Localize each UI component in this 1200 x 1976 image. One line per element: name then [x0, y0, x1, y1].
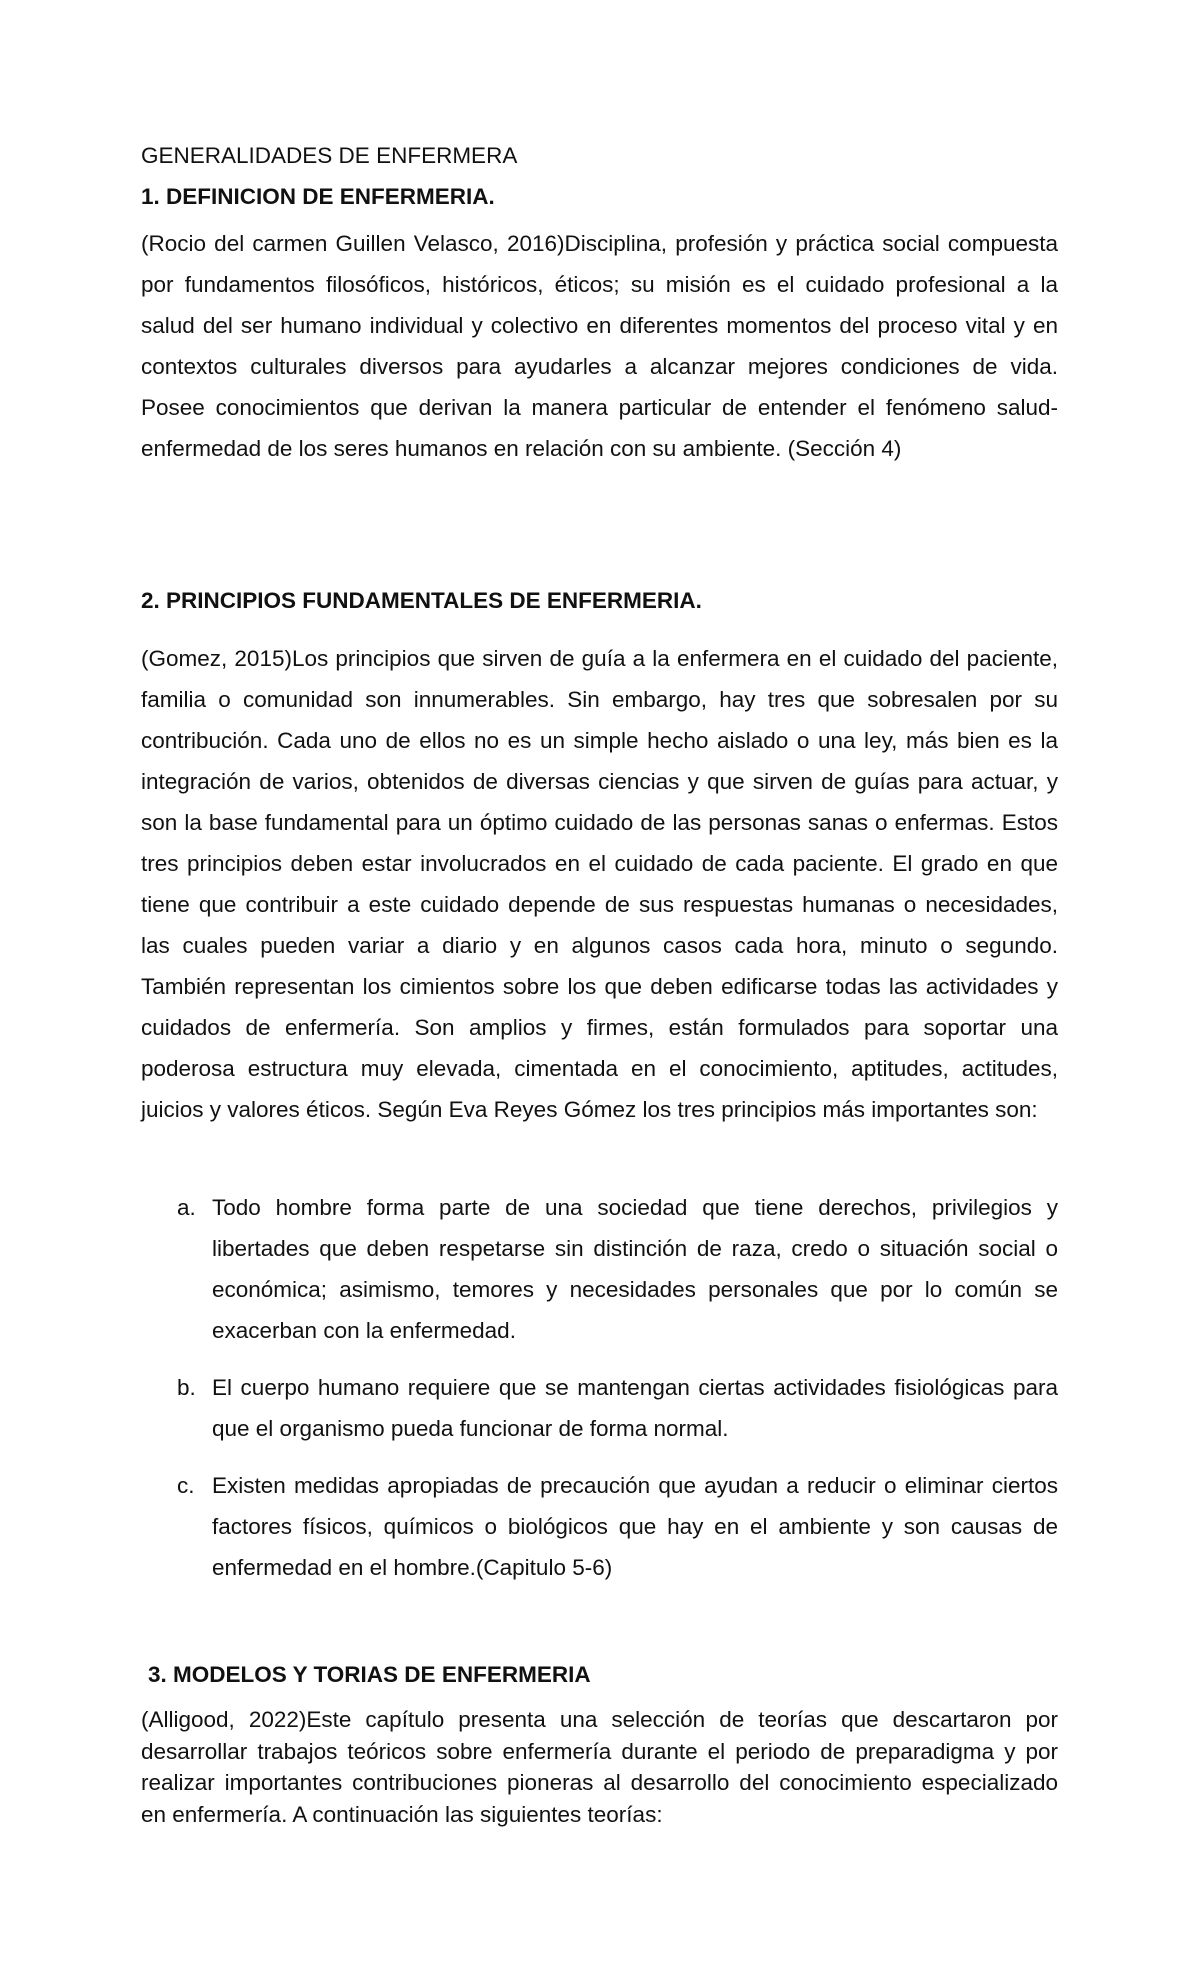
section-3-paragraph: (Alligood, 2022)Este capítulo presenta una selección de teorías que descartaron por desarrollar trabajos teóricos sobre enfermería durante el periodo de preparadigma y por realizar importantes contribuciones pioneras al desarrollo del conocimiento especializado en enfermería. A continuación las siguientes teorías:	[141, 1707, 1058, 1827]
list-item-text: El cuerpo humano requiere que se mantengan ciertas actividades fisiológicas para que el organismo pueda funcionar de forma normal.	[212, 1375, 1058, 1441]
list-marker: a.	[177, 1195, 196, 1220]
section-1-heading: 1. DEFINICION DE ENFERMERIA.	[141, 184, 495, 209]
section-2-paragraph: (Gomez, 2015)Los principios que sirven de guía a la enfermera en el cuidado del paciente, familia o comunidad son innumerables. Sin embargo, hay tres que sobresalen por su contribución. Cada uno de ellos no es un simple hecho aislado o una ley, más bien es la integración de varios, obtenidos de diversas ciencias y que sirven de guías para actuar, y son la base fundamental para un óptimo cuidado de las personas sanas o enfermas. Estos tres principios deben estar involucrados en el cuidado de cada paciente. El grado en que tiene que contribuir a este cuidado depende de sus respuestas humanas o necesidades, las cuales pueden variar a diario y en algunos casos cada hora, minuto o segundo. También representan los cimientos sobre los que deben edificarse todas las actividades y cuidados de enfermería. Son amplios y firmes, están formulados para soportar una poderosa estructura muy elevada, cimentada en el conocimiento, aptitudes, actitudes, juicios y valores éticos. Según Eva Reyes Gómez los tres principios más importantes son:	[141, 646, 1058, 1122]
list-item-text: Existen medidas apropiadas de precaución que ayudan a reducir o eliminar ciertos factores físicos, químicos o biológicos que hay en el ambiente y son causas de enfermedad en el hombre.(Capitulo 5-6)	[212, 1473, 1058, 1580]
list-item-text: Todo hombre forma parte de una sociedad que tiene derechos, privilegios y libertades que deben respetarse sin distinción de raza, credo o situación social o económica; asimismo, temores y necesidades personales que por lo común se exacerban con la enfermedad.	[212, 1195, 1058, 1343]
principles-list	[141, 1187, 1058, 1604]
list-marker: b.	[177, 1375, 196, 1400]
document-title: GENERALIDADES DE ENFERMERA	[141, 143, 518, 168]
section-2-heading: 2. PRINCIPIOS FUNDAMENTALES DE ENFERMERIA.	[141, 588, 702, 613]
list-item	[141, 1187, 1058, 1351]
list-item	[141, 1465, 1058, 1588]
list-item	[141, 1367, 1058, 1449]
list-marker: c.	[177, 1473, 195, 1498]
section-3-heading: 3. MODELOS Y TORIAS DE ENFERMERIA	[148, 1662, 591, 1687]
section-1-paragraph: (Rocio del carmen Guillen Velasco, 2016)Disciplina, profesión y práctica social compuesta por fundamentos filosóficos, históricos, éticos; su misión es el cuidado profesional a la salud del ser humano individual y colectivo en diferentes momentos del proceso vital y en contextos culturales diversos para ayudarles a alcanzar mejores condiciones de vida. Posee conocimientos que derivan la manera particular de entender el fenómeno salud-enfermedad de los seres humanos en relación con su ambiente. (Sección 4)	[141, 231, 1058, 461]
